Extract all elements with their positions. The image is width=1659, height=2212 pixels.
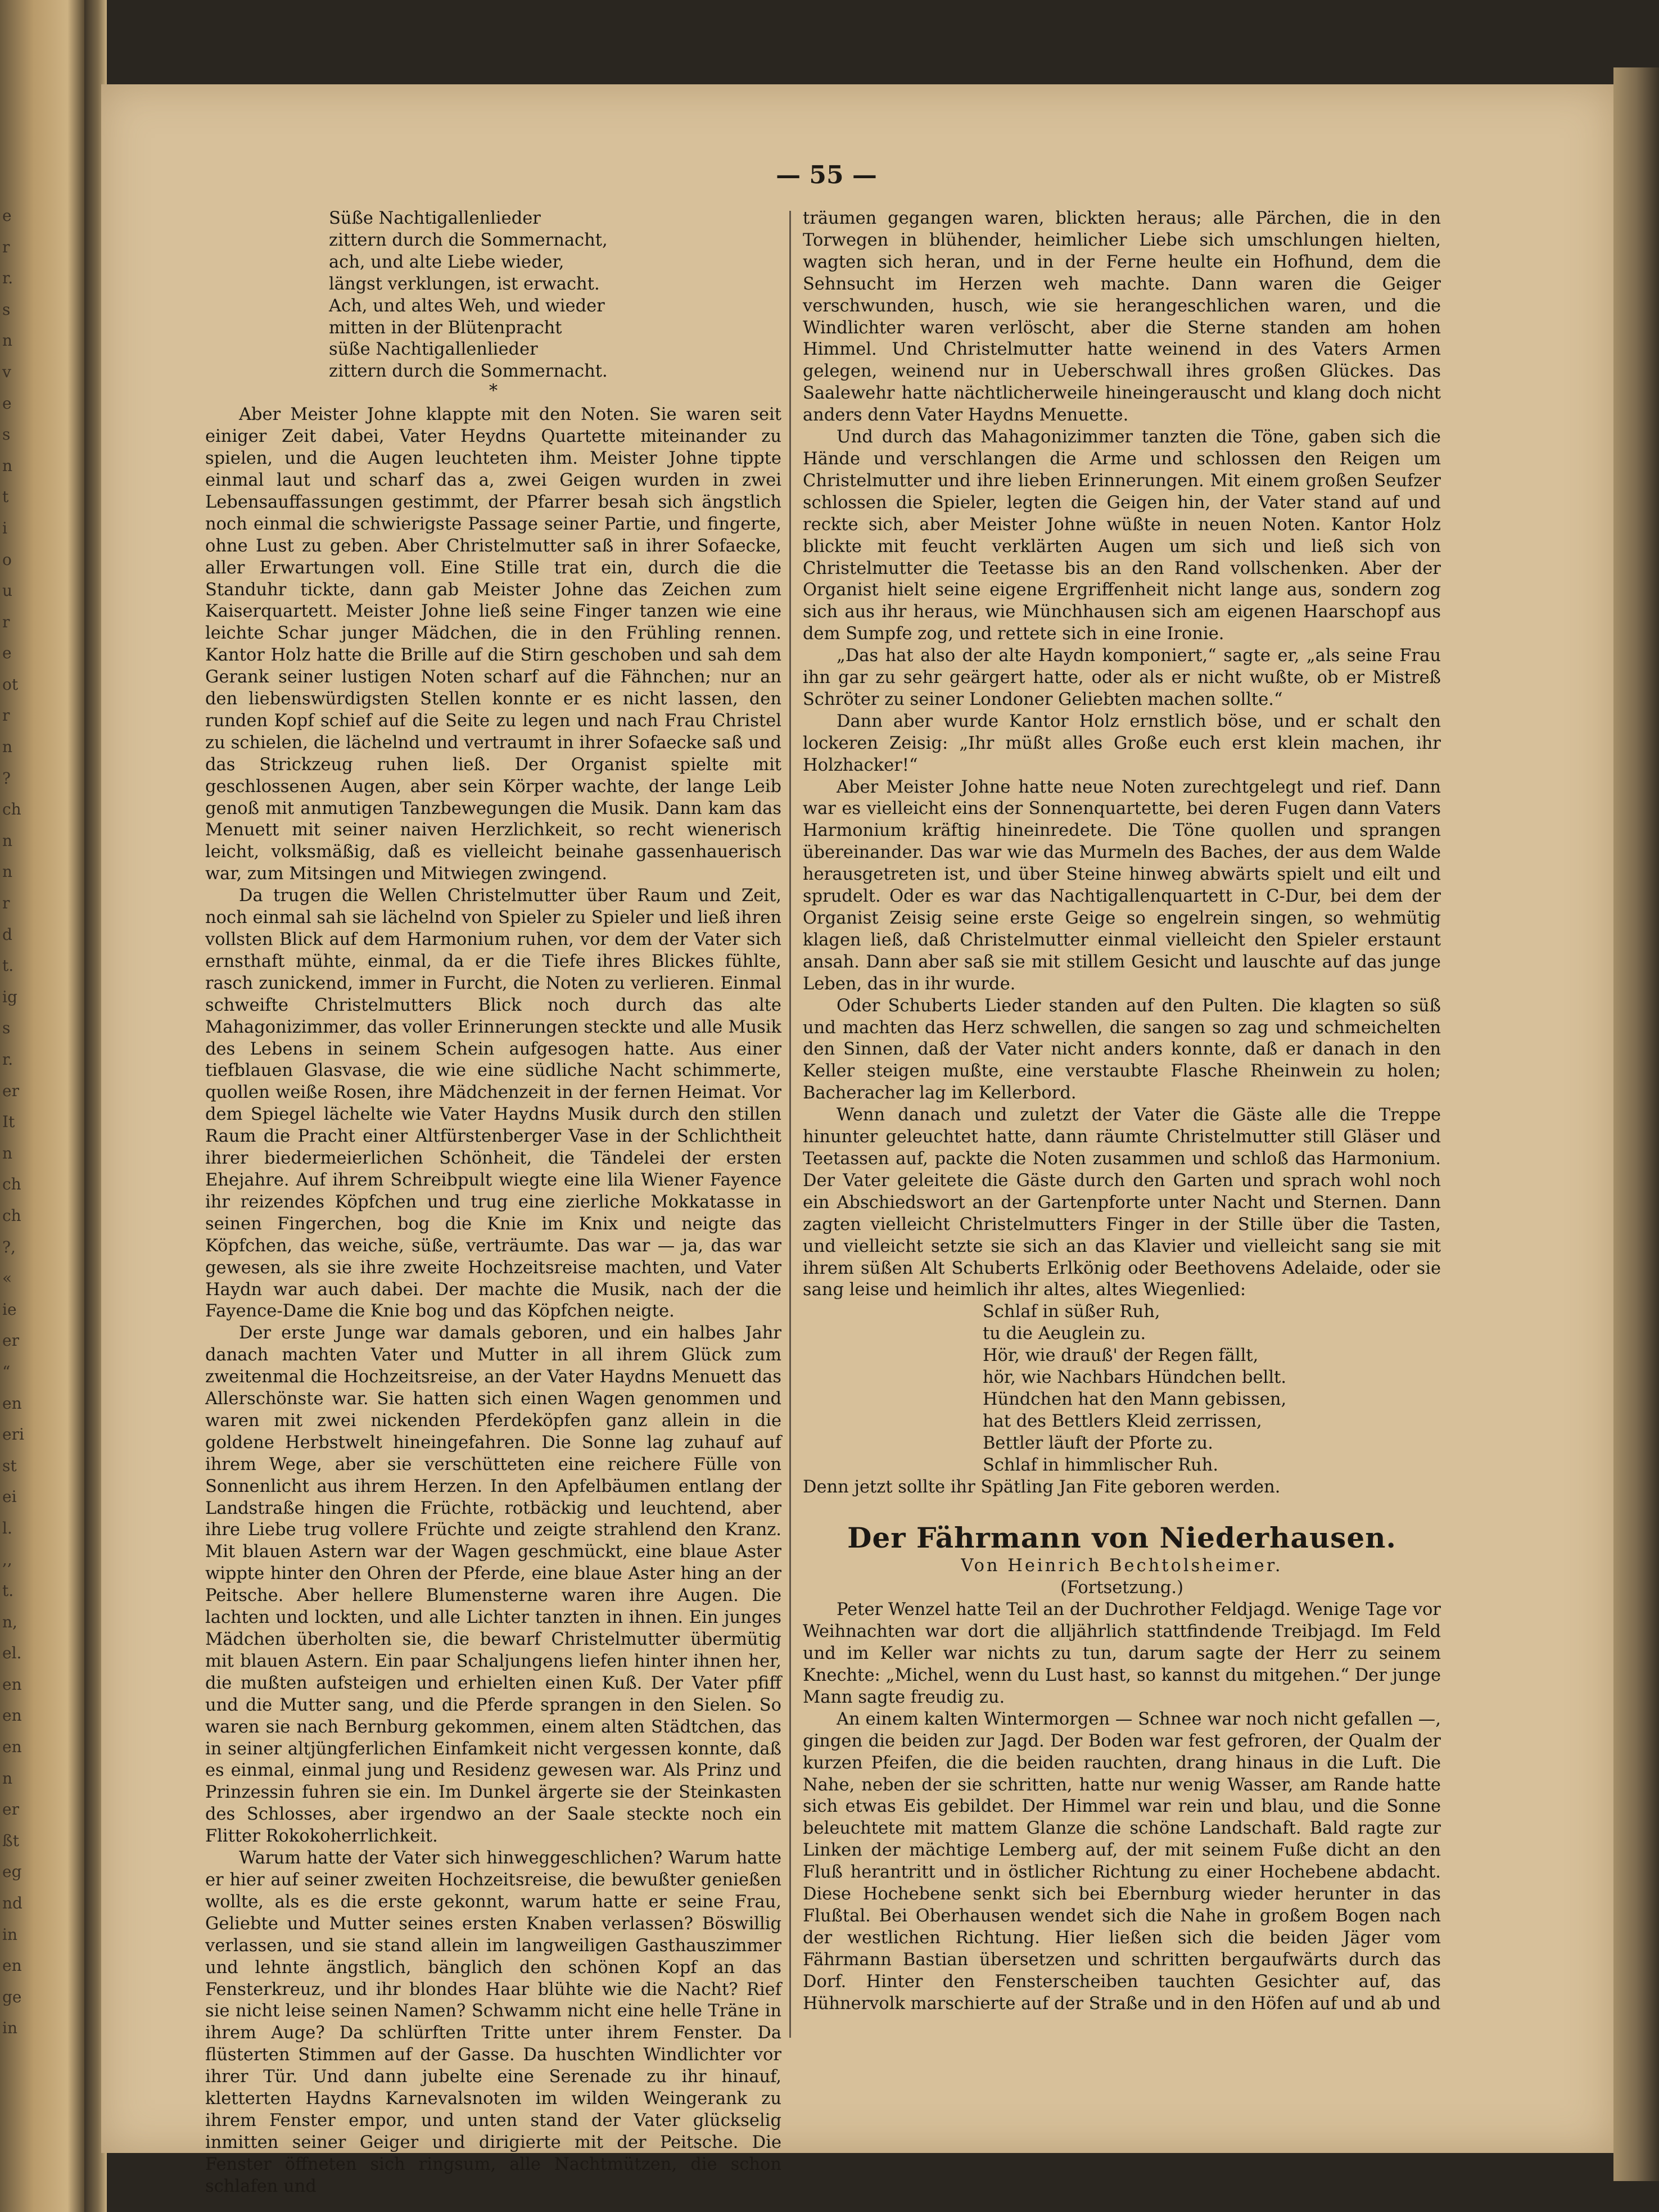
facing-page-fragment: er xyxy=(2,1081,19,1100)
poem-line: Hör, wie drauß' der Regen fällt, xyxy=(983,1346,1259,1366)
facing-page-fragment: in xyxy=(2,2019,17,2038)
paragraph: Der erste Junge war damals geboren, und ein halbes Jahr danach machten Vater und Mutter in all ihrem Glück zum zweitenmal die Hochzeitsreise, an der Vater Haydns Menuett das Allerschönste war. Sie hatten sich einen Wagen genommen und waren mit zwei nickenden Pferdeköpfen ganz allein in die goldene Herbstwelt hineingefahren. Die Sonne lag zuhauf auf ihrem Wege, aber sie verschütteten eine reichere Fülle von Sonnenlicht aus ihrem Herzen. In den Apfelbäumen entlang der Landstraße hingen die Früchte, rotbäckig und leuchtend, aber ihre Liebe trug vollere Früchte und zeigte strahlend den Kranz. Mit blauen Astern war der Wagen geschmückt, eine blaue Aster wippte hinter den Ohren der Pferde, eine blaue Aster hing an der Peitsche. Aber hellere Blumensterne waren ihre Augen. Die lachten und lockten, und alle Lichter tanzten in ihnen. Ein junges Mädchen überholten sie, die bewarf Christelmutter übermütig mit blauen Astern. Ein paar Schaljungens liefen hinter ihnen her, die mußten aufsteigen und erhielten einen Kuß. Der Vater pfiff und die Mutter sang, und die Pferde sprangen in den Sielen. So waren sie nach Bernburg gekommen, einem alten Städtchen, das in seiner altjüngferlichen Einfamkeit nicht vergessen konnte, daß es einmal, einmal jung und Residenz gewesen war. Als Prinz und Prinzessin fuhren sie ein. Im Dunkel ärgerte sie der Steinkasten des Schlosses, aber irgendwo an der Saale steckte noch ein Flitter Rokokoherrlichkeit. xyxy=(205,1323,781,1847)
facing-page-fragment: ,, xyxy=(2,1550,12,1569)
facing-page-fragment: en xyxy=(2,1706,22,1725)
facing-page-edge xyxy=(0,0,84,2212)
facing-page-fragment: ßt xyxy=(2,1831,19,1850)
poem-lullaby xyxy=(983,1301,1441,1476)
facing-page-fragment: ei xyxy=(2,1487,17,1507)
poem-line: hör, wie Nachbars Hündchen bellt. xyxy=(983,1368,1287,1388)
facing-page-fragment: e xyxy=(2,644,12,663)
continuation-note: (Fortsetzung.) xyxy=(1060,1578,1184,1598)
facing-page-fragment: « xyxy=(2,1269,12,1288)
facing-page-fragment: r xyxy=(2,612,10,631)
facing-page-fragment: r xyxy=(2,706,10,725)
poem-line: hat des Bettlers Kleid zerrissen, xyxy=(983,1411,1262,1431)
paragraph: Aber Meister Johne klappte mit den Noten. Sie waren seit einiger Zeit dabei, Vater Heydns Quartette miteinander zu spielen, und die Augen leuchteten ihm. Meister Johne tippte einmal laut und scharf das a, zwei Geigen wurden in zwei Lebensauffassungen gestimmt, der Pfarrer besah sich ängstlich noch einmal die schwierigste Passage seiner Partie, und fingerte, ohne Lust zu geben. Aber Christelmutter saß in ihrer Sofaecke, aller Erwartungen voll. Eine Stille trat ein, durch die die Standuhr tickte, dann gab Meister Johne das Zeichen zum Kaiserquartett. Meister Johne ließ seine Finger tanzen wie eine leichte Schar junger Mädchen, die in den Frühling rennen. Kantor Holz hatte die Brille auf die Stirn geschoben und sah dem Gerank seiner lustigen Noten scharf auf die Fähnchen; nur an den liebenswürdigsten Stellen konnte er es nicht lassen, den runden Kopf schief auf die Seite zu legen und nach Frau Christel zu schielen, die lächelnd und vertraumt in ihrer Sofaecke saß und das Strickzeug ruhen ließ. Der Organist spielte mit geschlossenen Augen, aber sein Körper wachte, der lange Leib genoß mit anmutigen Tanzbewegungen die Musik. Dann kam das Menuett mit seiner naiven Herzlichkeit, so recht wienerisch leicht, volksmäßig, daß es vielleicht beinahe gassenhauerisch war, zum Mitsingen und Mitwiegen zwingend. xyxy=(205,405,781,884)
section-star: * xyxy=(489,381,498,401)
facing-page-fragment: s xyxy=(2,1019,11,1038)
facing-page-fragment: ch xyxy=(2,1206,21,1225)
facing-page-fragment: r xyxy=(2,237,10,256)
facing-page-fragment: el. xyxy=(2,1644,22,1663)
left-column xyxy=(205,208,781,2198)
poem-line: Schlaf in himmlischer Ruh. xyxy=(983,1455,1219,1475)
right-column xyxy=(803,208,1441,2015)
poem-line: Schlaf in süßer Ruh, xyxy=(983,1302,1160,1322)
paragraph: träumen gegangen waren, blickten heraus; alle Pärchen, die in den Torwegen in blühender, heimlicher Liebe sich umschlungen hielten, wagten sich heran, und in der Ferne heulte ein Hofhund, dem die Sehnsucht im Herzen weh machte. Dann waren die Geiger verschwunden, husch, wie sie herangeschlichen waren, und die Windlichter waren verlöscht, aber die Sterne standen am hohen Himmel. Und Christelmutter hatte weinend in des Vaters Armen gelegen, weinend nur in Ueberschwall ihres großen Glückes. Das Saalewehr hatte nächtlicherweile hineingerauscht und klang doch nicht anders denn Vater Haydns Menuette. xyxy=(803,209,1441,426)
facing-page-fragment: eri xyxy=(2,1425,24,1444)
facing-page-fragment: t. xyxy=(2,1581,14,1600)
facing-page-fragment: s xyxy=(2,300,11,319)
facing-page-fragment: o xyxy=(2,550,12,569)
facing-page-fragment: n xyxy=(2,862,13,881)
facing-page-fragment: r xyxy=(2,894,10,913)
paragraph: Oder Schuberts Lieder standen auf den Pulten. Die klagten so süß und machten das Herz schwellen, die sangen so zag und schmeichelten den Sinnen, daß der Vater nicht anders konnte, daß er danach in den Keller steigen mußte, eine verstaubte Flasche Rheinwein zu holen; Bacheracher lag im Kellerbord. xyxy=(803,996,1441,1103)
article-byline: Von Heinrich Bechtolsheimer. xyxy=(961,1556,1283,1576)
poem-line: mitten in der Blütenpracht xyxy=(329,318,562,338)
facing-page-fragment: t. xyxy=(2,956,14,975)
facing-page-fragment: en xyxy=(2,1738,22,1757)
column-rule xyxy=(789,211,791,2038)
facing-page-fragment: ie xyxy=(2,1300,17,1319)
facing-page-fragment: s xyxy=(2,425,11,444)
page-stack-edge xyxy=(1613,67,1659,2181)
facing-page-fragment: n, xyxy=(2,1612,17,1631)
facing-page-fragment: “ xyxy=(2,1362,11,1381)
poem-line: längst verklungen, ist erwacht. xyxy=(329,274,600,294)
facing-page-fragment: n xyxy=(2,456,13,475)
facing-page-fragment: eg xyxy=(2,1862,22,1881)
poem-line: Ach, und altes Weh, und wieder xyxy=(329,296,605,316)
paragraph: Warum hatte der Vater sich hinweggeschlichen? Warum hatte er hier auf seiner zweiten Hochzeitsreise, die bewußter genießen wollte, als es die erste gekonnt, warum hatte er seine Frau, Geliebte und Mutter seines ersten Knaben verlassen? Böswillig verlassen, und sie stand allein im langweiligen Gasthauszimmer und lehnte ängstlich, bänglich den schönen Kopf an das Fensterkreuz, und ihr blondes Haar blühte wie die Nacht? Rief sie nicht leise seinen Namen? Schwamm nicht eine helle Träne in ihrem Auge? Da schlürften Tritte unter ihrem Fenster. Da flüsterten Stimmen auf der Gasse. Da huschten Windlichter vor ihrer Tür. Und dann jubelte eine Serenade zu ihr hinauf, kletterten Haydns Karnevalsnoten im wilden Weingerank zu ihrem Fenster empor, und unten stand der Vater glückselig inmitten seiner Geiger und dirigierte mit der Peitsche. Die Fenster öffneten sich ringsum, alle Nachtmützen, die schon schlafen und xyxy=(205,1848,781,2196)
facing-page-fragment: st xyxy=(2,1456,17,1475)
facing-page-fragment: en xyxy=(2,1675,22,1694)
paragraph: Dann aber wurde Kantor Holz ernstlich böse, und er schalt den lockeren Zeisig: „Ihr müßt alles Große euch erst klein machen, ihr Holzhacker!“ xyxy=(803,711,1441,775)
poem-line: Bettler läuft der Pforte zu. xyxy=(983,1433,1213,1453)
facing-page-fragment: n xyxy=(2,738,13,757)
poem-line: Hündchen hat den Mann gebissen, xyxy=(983,1389,1287,1409)
paragraph: Peter Wenzel hatte Teil an der Duchrother Feldjagd. Wenige Tage vor Weihnachten war dort die alljährlich stattfindende Treibjagd. Im Feld und im Keller war nichts zu tun, darum sagte der Herr zu seinem Knechte: „Michel, wenn du Lust hast, so kannst du mitgehen.“ Der junge Mann sagte freudig zu. xyxy=(803,1600,1441,1707)
facing-page-fragment: t xyxy=(2,487,9,506)
facing-page-fragment: n xyxy=(2,831,13,850)
paragraph: Denn jetzt sollte ihr Spätling Jan Fite geboren werden. xyxy=(803,1477,1281,1497)
facing-page-fragment: i xyxy=(2,518,7,537)
paragraph: Aber Meister Johne hatte neue Noten zurechtgelegt und rief. Dann war es vielleicht eins der Sonnenquartette, bei deren Fugen dann Vaters Harmonium kräftig hineinredete. Die Töne quollen und sprangen übereinander. Das war wie das Murmeln des Baches, der aus dem Walde herausgetreten ist, und über Steine hinweg abwärts spielt und eilt und sprudelt. Oder es war das Nachtigallenquartett in C-Dur, bei dem der Organist Zeisig seine erste Geige so engelrein singen, so wehmütig klagen ließ, daß Christelmutter einmal vielleicht den Spieler erstaunt ansah. Dann aber saß sie mit stillem Gesicht und lauschte auf das junge Leben, das in ihr wurde. xyxy=(803,777,1441,994)
facing-page-fragment: v xyxy=(2,362,11,381)
facing-page-fragment: ig xyxy=(2,987,17,1006)
facing-page-fragment: It xyxy=(2,1112,15,1132)
paragraph: An einem kalten Wintermorgen — Schnee war noch nicht gefallen —, gingen die beiden zur Jagd. Der Boden war fest gefroren, der Qualm der kurzen Pfeifen, die die beiden rauchten, drang hinaus in die Luft. Die Nahe, neben der sie schritten, hatte nur wenig Wasser, am Rande hatte sich etwas Eis gebildet. Der Himmel war rein und blau, und die Sonne beleuchtete mit mattem Glanze die schöne Landschaft. Bald ragte zur Linken der mächtige Lemberg auf, der mit seinem Fuße dicht an den Fluß herantritt und in östlicher Richtung zu einer Hochebene abdacht. Diese Hochebene senkt sich bei Ebernburg wieder herunter in das Flußtal. Bei Oberhausen wendet sich die Nahe in großem Bogen nach der westlichen Richtung. Hier ließen sich die beiden Jäger vom Fährmann Bastian übersetzen und schritten bergaufwärts durch das Dorf. Hinter den Fensterscheiben tauchten Gesichter auf, das Hühnervolk marschierte auf der Straße und in den Höfen auf und ab und xyxy=(803,1709,1441,2014)
facing-page-fragment: r. xyxy=(2,269,13,288)
facing-page-fragment: u xyxy=(2,581,13,600)
paragraph: Da trugen die Wellen Christelmutter über Raum und Zeit, noch einmal sah sie lächelnd von Spieler zu Spieler und ließ ihren vollsten Blick auf dem Harmonium ruhen, vor dem der Vater sich ernsthaft mühte, einmal, da er die Tiefe ihres Blickes fühlte, rasch zunickend, immer in Furcht, die Noten zu verlieren. Einmal schweifte Christelmutters Blick noch durch das alte Mahagonizimmer, das voller Erinnerungen steckte und alle Musik des Lebens in seinem Schein aufgesogen hatte. Aus einer tiefblauen Glasvase, die wie eine südliche Nacht schimmerte, quollen weiße Rosen, ihre Mädchenzeit in der fernen Heimat. Vor dem Spiegel lächelte wie Vater Haydns Musik durch den stillen Raum die Pracht einer Altfürstenberger Vase in der Schlichtheit ihrer biedermeierlichen Schönheit, die Tändelei der ersten Ehejahre. Auf ihrem Schreibpult wiegte eine lila Wiener Fayence ihr reizendes Köpfchen und trug eine zierliche Mokkatasse in seinen Fingerchen, bog die Knie im Knix und neigte das Köpfchen, das weiche, süße, verträumte. Das war — ja, das war gewesen, als sie ihre zweite Hochzeitsreise machten, und Vater Haydn war auch dabei. Der machte die Musik, nach der die Fayence-Dame die Knie bog und das Köpfchen neigte. xyxy=(205,886,781,1322)
facing-page-fragment: ot xyxy=(2,675,19,694)
facing-page-fragment: n xyxy=(2,1143,13,1162)
facing-page-fragment: ge xyxy=(2,1987,22,2006)
facing-page-fragment: n xyxy=(2,1768,13,1788)
page-number: — 55 — xyxy=(776,161,877,189)
facing-page-fragment: d xyxy=(2,925,12,944)
facing-page-fragment: ? xyxy=(2,768,11,788)
poem-nightingale xyxy=(329,208,781,383)
paragraph: „Das hat also der alte Haydn komponiert,“ sagte er, „als seine Frau ihn gar zu sehr geärgert hatte, oder als er nicht wußte, ob er Mistreß Schröter zu seiner Londoner Geliebten machen sollte.“ xyxy=(803,646,1441,709)
facing-page-fragment: en xyxy=(2,1394,22,1413)
facing-page-fragment: nd xyxy=(2,1894,22,1913)
poem-line: zittern durch die Sommernacht, xyxy=(329,230,608,250)
facing-page-fragment: e xyxy=(2,206,12,225)
facing-page-fragment: in xyxy=(2,1925,17,1944)
facing-page-fragment: er xyxy=(2,1800,19,1819)
facing-page-fragment: e xyxy=(2,393,12,413)
poem-line: ach, und alte Liebe wieder, xyxy=(329,252,564,272)
facing-page-fragment: n xyxy=(2,331,13,350)
facing-page-fragment: l. xyxy=(2,1518,12,1537)
article-title: Der Fährmann von Niederhausen. xyxy=(847,1521,1396,1555)
poem-line: Süße Nachtigallenlieder xyxy=(329,209,541,228)
facing-page-fragment: ch xyxy=(2,1175,21,1194)
poem-line: tu die Aeuglein zu. xyxy=(983,1324,1146,1344)
facing-page-fragment: ch xyxy=(2,800,21,819)
facing-page-fragment: er xyxy=(2,1331,19,1350)
poem-line: süße Nachtigallenlieder xyxy=(329,340,538,360)
poem-line: zittern durch die Sommernacht. xyxy=(329,361,608,382)
facing-page-fragment: en xyxy=(2,1956,22,1975)
paragraph: Wenn danach und zuletzt der Vater die Gäste alle die Treppe hinunter geleuchtet hatte, dann räumte Christelmutter still Gläser und Teetassen auf, packte die Noten zusammen und schloß das Harmonium. Der Vater geleitete die Gäste durch den Garten und sprach wohl noch ein Abschiedswort an der Gartenpforte unter Nacht und Sternen. Dann zagten vielleicht Christelmutters Finger in der Stille über die Tasten, und vielleicht setzte sie sich an das Klavier und vielleicht sang sie mit ihrem süßen Alt Schuberts Erlkönig oder Beethovens Adelaide, oder sie sang leise und heimlich ihr altes, altes Wiegenlied: xyxy=(803,1105,1441,1300)
paragraph: Und durch das Mahagonizimmer tanzten die Töne, gaben sich die Hände und verschlangen die Arme und schlossen den Reigen um Christelmutter und ihre lieben Erinnerungen. Mit einem großen Seufzer schlossen die Spieler, legten die Geigen hin, der Vater stand auf und reckte sich, aber Meister Johne wüßte in neuen Noten. Kantor Holz blickte mit feucht verklärten Augen um sich und ließ sich von Christelmutter die Teetasse bis an den Rand vollschenken. Aber der Organist hielt seine eigene Ergriffenheit nicht lange aus, sondern zog sich aus ihr heraus, wie Münchhausen sich am eigenen Haarschopf aus dem Sumpfe zog, und rettete sich in eine Ironie. xyxy=(803,427,1441,644)
facing-page-fragment: r. xyxy=(2,1050,13,1069)
facing-page-fragment: ?, xyxy=(2,1237,16,1256)
